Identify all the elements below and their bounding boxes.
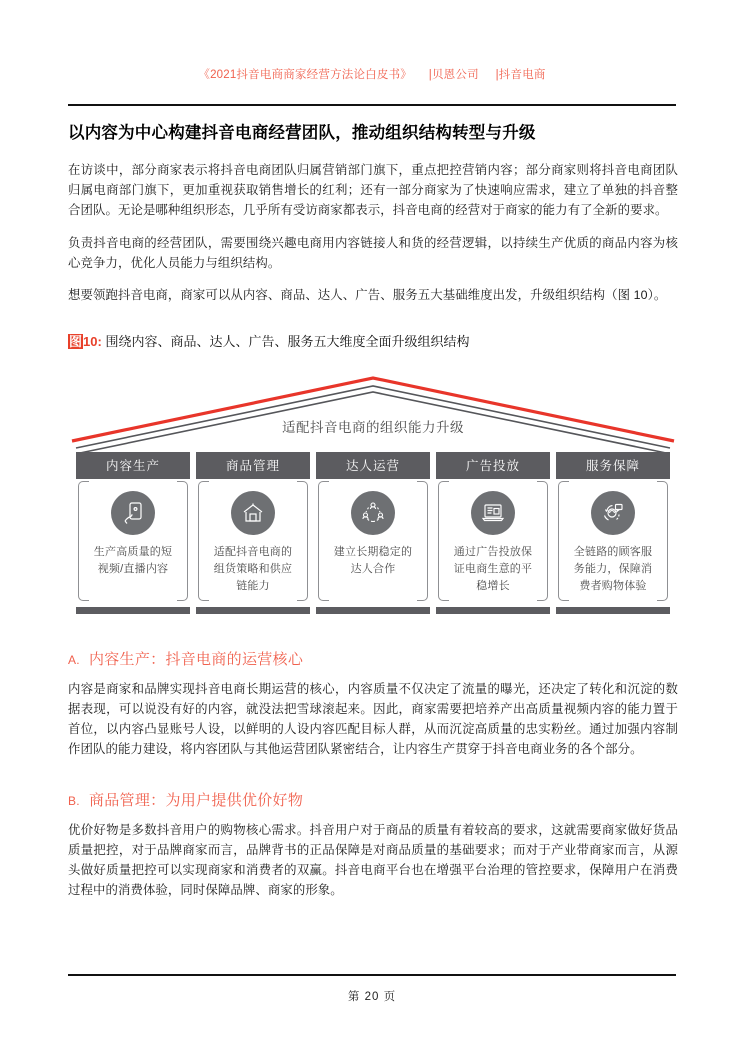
- running-header: [0, 66, 744, 82]
- section-title-b: 商品管理：为用户提供优价好物: [88, 792, 304, 810]
- pillar-base-1: [76, 607, 190, 614]
- pillar-base-5: [556, 607, 670, 614]
- pillar-content-production: [76, 452, 190, 614]
- roof-label: 适配抖音电商的组织能力升级: [282, 419, 464, 435]
- pillar-base-3: [316, 607, 430, 614]
- section-heading-a: [68, 648, 678, 669]
- pillar-shaft-3: [316, 479, 430, 605]
- page-title: 以内容为中心构建抖音电商经营团队，推动组织结构转型与升级: [68, 124, 536, 142]
- hand-holding-phone-icon: [111, 491, 155, 535]
- header-source: |贝恩公司: [428, 69, 479, 81]
- header-title: 《2021抖音电商商家经营方法论白皮书》: [198, 69, 412, 81]
- warehouse-box-icon: [231, 491, 275, 535]
- section-letter-a: A.: [68, 652, 80, 667]
- pillar-header-1: 内容生产: [76, 452, 190, 479]
- figure-caption: [68, 331, 678, 350]
- footer-rule: [68, 974, 676, 976]
- intro-paragraph-3: 想要领跑抖音电商，商家可以从内容、商品、达人、广告、服务五大基础维度出发，升级组织结构（图 10）。: [68, 287, 667, 302]
- pillar-creator-operations: [316, 452, 430, 614]
- pillar-text-2: 适配抖音电商的组货策略和供应链能力: [213, 545, 293, 592]
- pillar-header-2: 商品管理: [196, 452, 310, 479]
- pillar-product-management: [196, 452, 310, 614]
- pillar-header-3: 达人运营: [316, 452, 430, 479]
- customer-service-headset-icon: [591, 491, 635, 535]
- pillar-base-4: [436, 607, 550, 614]
- section-body-b: 优价好物是多数抖音用户的购物核心需求。抖音用户对于商品的质量有着较高的要求，这就需要商家做好货品质量把控，对于品牌商家而言，品牌背书的正品保障是对商品质量的基础要求；而对于产业带商家而言，从源头做好质量把控可以实现商家和消费者的双赢。抖音电商平台也在增强平台治理的管控要求，保障用户在消费过程中的消费体验，同时保障品牌、商家的形象。: [68, 823, 678, 898]
- figure-tag-boxed: 图: [69, 333, 83, 349]
- pillar-text-5: 全链路的顾客服务能力，保障消费者购物体验: [573, 545, 653, 592]
- header-brand: |抖音电商: [495, 69, 546, 81]
- laptop-ad-icon: [471, 491, 515, 535]
- pillar-header-5: 服务保障: [556, 452, 670, 479]
- intro-paragraph-2: 负责抖音电商的经营团队，需要围绕兴趣电商用内容链接人和货的经营逻辑，以持续生产优质的商品内容为核心竞争力，优化人员能力与组织结构。: [68, 235, 678, 270]
- pillar-base-2: [196, 607, 310, 614]
- figure-number: [68, 334, 102, 349]
- pillar-header-4: 广告投放: [436, 452, 550, 479]
- section-body-a: 内容是商家和品牌实现抖音电商长期运营的核心，内容质量不仅决定了流量的曝光，还决定了转化和沉淀的数据表现，可以说没有好的内容，就没法把雪球滚起来。因此，商家需要把培养产出高质量视频内容的能力置于首位，以内容凸显账号人设，以鲜明的人设内容匹配目标人群，从而沉淀高质量的忠实粉丝。通过加强内容制作团队的能力建设，将内容团队与其他运营团队紧密结合，让内容生产贯穿于抖音电商业务的各个部分。: [68, 681, 678, 757]
- pillar-shaft-2: [196, 479, 310, 605]
- pillar-group: [76, 452, 670, 614]
- section-heading-b: [68, 789, 678, 810]
- people-network-icon: [351, 491, 395, 535]
- pillar-text-4: 通过广告投放保证电商生意的平稳增长: [453, 545, 533, 592]
- intro-paragraph-1: 在访谈中，部分商家表示将抖音电商团队归属营销部门旗下，重点把控营销内容；部分商家则将抖音电商团队归属电商部门旗下，更加重视获取销售增长的红利；还有一部分商家为了快速响应需求，建立了单独的抖音整合团队。无论是哪种组织形态，几乎所有受访商家都表示，抖音电商的经营对于商家的能力有了全新的要求。: [68, 163, 678, 218]
- section-title-a: 内容生产：抖音电商的运营核心: [88, 650, 304, 668]
- pillar-service-guarantee: [556, 452, 670, 614]
- document-body: [68, 122, 678, 901]
- section-letter-b: B.: [68, 794, 80, 809]
- pillar-advertising: [436, 452, 550, 614]
- pillar-shaft-1: [76, 479, 190, 605]
- temple-diagram: [68, 368, 678, 618]
- figure-tag-rest: 10:: [83, 333, 102, 349]
- pillar-shaft-5: [556, 479, 670, 605]
- pillar-shaft-4: [436, 479, 550, 605]
- pillar-text-1: 生产高质量的短视频/直播内容: [93, 545, 173, 575]
- roof-shape: [68, 368, 678, 454]
- pillar-text-3: 建立长期稳定的达人合作: [333, 545, 413, 575]
- header-rule: [68, 104, 676, 106]
- figure-caption-text: 围绕内容、商品、达人、广告、服务五大维度全面升级组织结构: [105, 333, 470, 349]
- page-number: 第 20 页: [347, 991, 397, 1003]
